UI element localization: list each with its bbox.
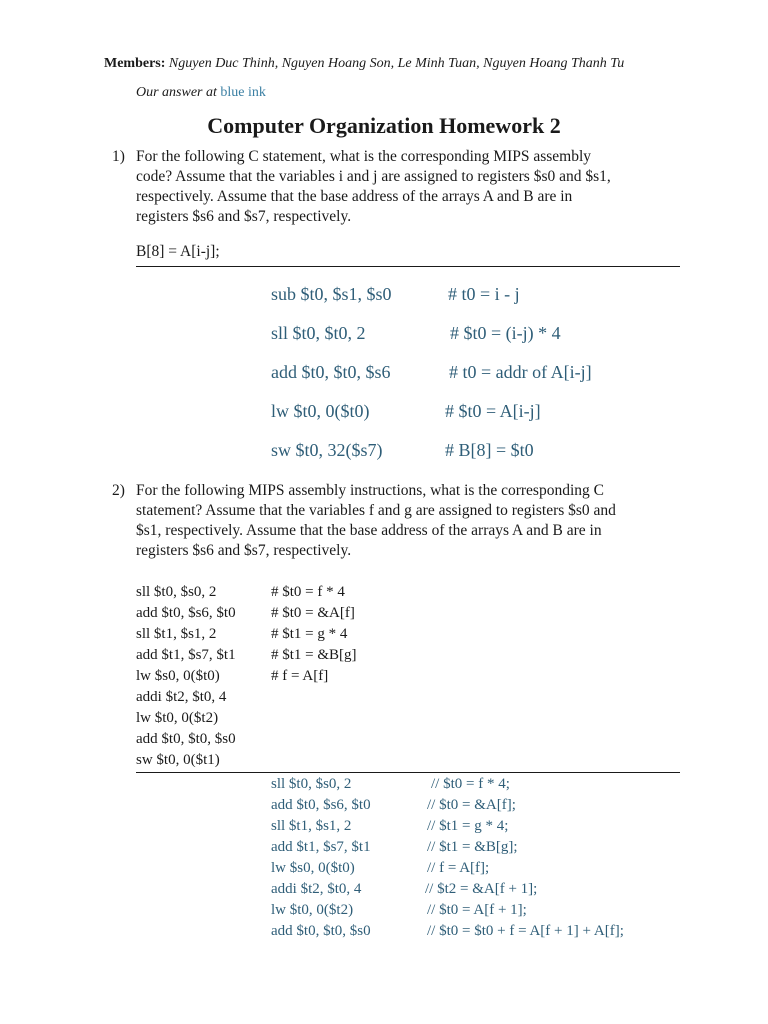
- q2-answer-comment: // $t0 = f * 4;: [431, 776, 510, 792]
- q1-line: respectively. Assume that the base address of the arrays A and B are in: [136, 188, 573, 205]
- q2-answer-comment: // f = A[f];: [427, 860, 490, 876]
- q1-line: code? Assume that the variables i and j are assigned to registers $s0 and $s1,: [136, 168, 611, 185]
- q2-divider: [136, 772, 680, 773]
- q2-code-line: sll $t0, $s0, 2: [136, 584, 217, 600]
- q1-answer-comment: # $t0 = (i-j) * 4: [450, 323, 561, 343]
- q2-code-line: add $t1, $s7, $t1: [136, 647, 236, 663]
- q2-code-line: add $t0, $t0, $s0: [136, 731, 236, 747]
- q2-code-line: lw $t0, 0($t2): [136, 710, 219, 726]
- q2-answer-comment: // $t1 = g * 4;: [427, 818, 509, 834]
- q1-answer-code: sub $t0, $s1, $s0: [271, 284, 392, 304]
- q1-divider: [136, 266, 680, 267]
- q2-code-line: addi $t2, $t0, 4: [136, 689, 227, 705]
- answer-note-prefix: Our answer at: [136, 85, 217, 100]
- q2-answer-code: add $t0, $t0, $s0: [271, 923, 371, 939]
- q2-line: $s1, respectively. Assume that the base address of the arrays A and B are in: [136, 522, 602, 539]
- q2-answer-code: addi $t2, $t0, 4: [271, 881, 362, 897]
- q2-answer-code: lw $t0, 0($t2): [271, 902, 354, 918]
- q2-line: registers $s6 and $s7, respectively.: [136, 542, 352, 559]
- q1-answer-code: add $t0, $t0, $s6: [271, 362, 391, 382]
- q2-answer-comment: // $t0 = &A[f];: [427, 797, 516, 813]
- q2-code-line: add $t0, $s6, $t0: [136, 605, 236, 621]
- q1-answer-code: sll $t0, $t0, 2: [271, 323, 366, 343]
- q2-code-line: sll $t1, $s1, 2: [136, 626, 217, 642]
- q1-answer-code: sw $t0, 32($s7): [271, 440, 383, 460]
- q1-answer-comment: # B[8] = $t0: [445, 440, 534, 460]
- members-label: Members:: [104, 56, 166, 71]
- q2-line: statement? Assume that the variables f and g are assigned to registers $s0 and: [136, 502, 616, 519]
- q1-line: For the following C statement, what is the corresponding MIPS assembly: [136, 148, 592, 165]
- q2-answer-code: add $t0, $s6, $t0: [271, 797, 371, 813]
- q2-code-line: sw $t0, 0($t1): [136, 752, 220, 768]
- q2-answer-comment: // $t1 = &B[g];: [427, 839, 518, 855]
- q1-answer-comment: # t0 = addr of A[i-j]: [449, 362, 592, 382]
- q1-line: registers $s6 and $s7, respectively.: [136, 208, 352, 225]
- q2-code-comment: # $t1 = &B[g]: [271, 647, 357, 663]
- q2-code-line: lw $s0, 0($t0): [136, 668, 220, 684]
- page-title: Computer Organization Homework 2: [207, 113, 561, 138]
- q2-answer-code: lw $s0, 0($t0): [271, 860, 355, 876]
- q1-answer-code: lw $t0, 0($t0): [271, 401, 370, 421]
- members-line: [104, 56, 624, 72]
- q2-answer-comment: // $t0 = $t0 + f = A[f + 1] + A[f];: [427, 923, 624, 939]
- q1-number: 1): [112, 148, 125, 165]
- q2-answer-comment: // $t0 = A[f + 1];: [427, 902, 527, 918]
- q2-answer-code: sll $t1, $s1, 2: [271, 818, 352, 834]
- q1-answer-comment: # t0 = i - j: [448, 284, 520, 304]
- q2-answer-comment: // $t2 = &A[f + 1];: [425, 881, 538, 897]
- q2-text: [136, 481, 678, 561]
- q1-text: [136, 147, 678, 227]
- q2-line: For the following MIPS assembly instructions, what is the corresponding C: [136, 482, 604, 499]
- q1-answer-comment: # $t0 = A[i-j]: [445, 401, 541, 421]
- q2-code-comment: # $t0 = f * 4: [271, 584, 345, 600]
- answer-note: [136, 85, 266, 101]
- q2-answer-code: add $t1, $s7, $t1: [271, 839, 371, 855]
- q2-answer-code: sll $t0, $s0, 2: [271, 776, 352, 792]
- q2-code-comment: # $t0 = &A[f]: [271, 605, 355, 621]
- q2-code-comment: # $t1 = g * 4: [271, 626, 348, 642]
- q2-number: 2): [112, 482, 125, 499]
- answer-note-color: blue ink: [220, 85, 266, 100]
- q2-code-comment: # f = A[f]: [271, 668, 329, 684]
- members-names: Nguyen Duc Thinh, Nguyen Hoang Son, Le Minh Tuan, Nguyen Hoang Thanh Tu: [168, 56, 625, 71]
- q1-statement: B[8] = A[i-j];: [136, 243, 220, 260]
